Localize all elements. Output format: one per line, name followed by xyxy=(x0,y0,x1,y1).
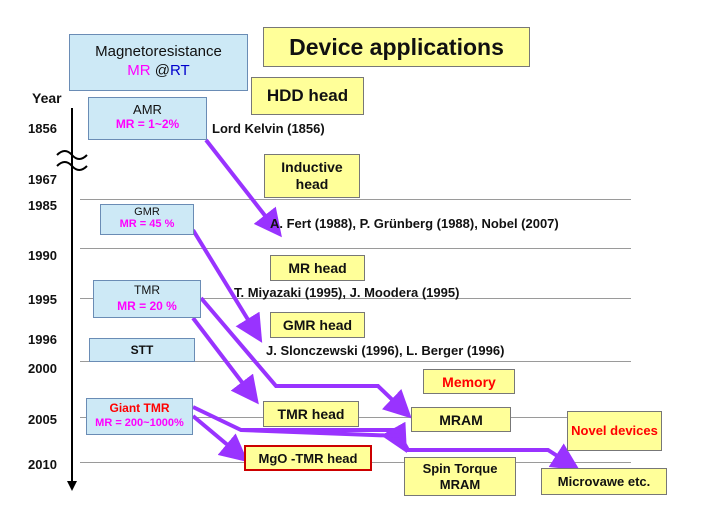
year-1990: 1990 xyxy=(28,248,57,263)
year-2000: 2000 xyxy=(28,361,57,376)
year-1996: 1996 xyxy=(28,332,57,347)
magnetoresistance-title: Magnetoresistance xyxy=(95,43,222,60)
tmr-name: TMR xyxy=(134,283,160,297)
spin-torque-mram-box: Spin Torque MRAM xyxy=(404,457,516,496)
giant-tmr-value: MR = 200~1000% xyxy=(95,417,184,429)
year-axis-label: Year xyxy=(32,90,62,106)
mr-at-rt-label xyxy=(70,62,247,79)
tmr-head-box: TMR head xyxy=(263,401,359,427)
annotation-kelvin: Lord Kelvin (1856) xyxy=(212,121,325,136)
at-label: @ xyxy=(154,62,170,79)
year-2005: 2005 xyxy=(28,412,57,427)
mr-head-box: MR head xyxy=(270,255,365,281)
amr-value: MR = 1~2% xyxy=(115,117,180,131)
annotation-slonczewski: J. Slonczewski (1996), L. Berger (1996) xyxy=(266,343,505,358)
amr-box xyxy=(88,97,207,140)
mr-label: MR xyxy=(127,62,151,79)
gmr-box xyxy=(100,204,194,235)
rt-label: RT xyxy=(170,62,190,79)
annotation-fert: A. Fert (1988), P. Grünberg (1988), Nobel (2007) xyxy=(270,216,559,231)
stt-name: STT xyxy=(130,343,154,357)
annotation-miyazaki: T. Miyazaki (1995), J. Moodera (1995) xyxy=(234,285,460,300)
hdd-head-box: HDD head xyxy=(251,77,364,115)
microwave-box: Microvawe etc. xyxy=(541,468,667,495)
memory-box: Memory xyxy=(423,369,515,394)
year-1967: 1967 xyxy=(28,172,57,187)
gmr-name: GMR xyxy=(134,206,160,218)
stt-box xyxy=(89,338,195,362)
giant-tmr-name: Giant TMR xyxy=(109,401,170,415)
year-1995: 1995 xyxy=(28,292,57,307)
tmr-box xyxy=(93,280,201,318)
year-1856: 1856 xyxy=(28,121,57,136)
arrow-gtmr-to-mgo-head xyxy=(193,416,242,457)
arrow-gmr-to-gmr-head xyxy=(193,230,258,336)
mram-box: MRAM xyxy=(411,407,511,432)
device-applications-title: Device applications xyxy=(263,27,530,67)
gmr-head-box: GMR head xyxy=(270,312,365,338)
inductive-head-box: Inductive head xyxy=(264,154,360,198)
novel-devices-box: Novel devices xyxy=(567,411,662,451)
arrow-tmr-to-tmr-head xyxy=(193,318,254,398)
tmr-value: MR = 20 % xyxy=(117,299,177,313)
year-2010: 2010 xyxy=(28,457,57,472)
magnetoresistance-box xyxy=(69,34,248,91)
year-1985: 1985 xyxy=(28,198,57,213)
mgo-tmr-head-box: MgO -TMR head xyxy=(244,445,372,471)
amr-name: AMR xyxy=(133,102,162,117)
gmr-value: MR = 45 % xyxy=(119,218,175,230)
giant-tmr-box xyxy=(86,398,193,435)
